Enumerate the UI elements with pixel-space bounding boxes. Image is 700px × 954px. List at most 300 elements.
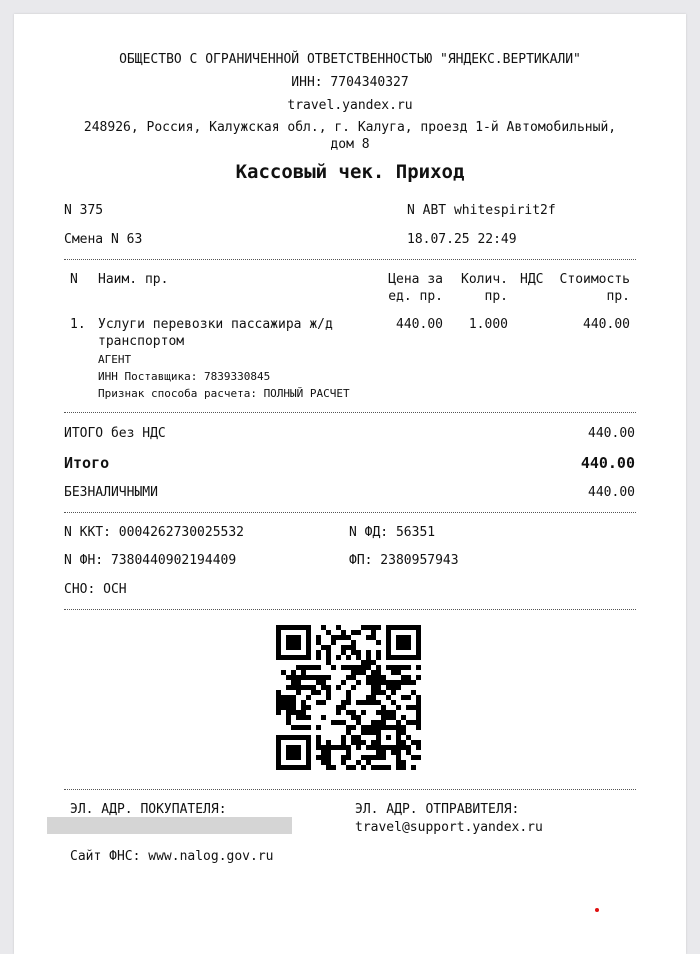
qr-module (406, 640, 411, 645)
qr-module (351, 765, 356, 770)
qr-module (366, 675, 371, 680)
qr-module (406, 645, 411, 650)
qr-module (416, 740, 421, 745)
col-price-header-l1: Цена за (388, 272, 443, 287)
qr-module (411, 720, 416, 725)
item-price: 440.00 (396, 317, 443, 332)
qr-module (396, 655, 401, 660)
qr-module (356, 735, 361, 740)
qr-module (411, 625, 416, 630)
qr-module (296, 680, 301, 685)
qr-module (386, 680, 391, 685)
qr-module (326, 695, 331, 700)
qr-module (326, 660, 331, 665)
qr-module (306, 740, 311, 745)
qr-module (276, 635, 281, 640)
qr-module (276, 705, 281, 710)
qr-module (386, 765, 391, 770)
qr-module (336, 625, 341, 630)
qr-module (341, 645, 346, 650)
qr-module (301, 715, 306, 720)
qr-module (281, 735, 286, 740)
qr-module (301, 655, 306, 660)
qr-module (391, 655, 396, 660)
qr-module (286, 735, 291, 740)
qr-module (371, 700, 376, 705)
qr-module (401, 695, 406, 700)
qr-module (396, 640, 401, 645)
qr-module (346, 635, 351, 640)
qr-module (386, 685, 391, 690)
qr-module (366, 650, 371, 655)
qr-module (361, 730, 366, 735)
qr-module (361, 660, 366, 665)
qr-module (291, 710, 296, 715)
qr-module (376, 720, 381, 725)
qr-module (356, 715, 361, 720)
qr-module (316, 745, 321, 750)
qr-module (371, 675, 376, 680)
qr-module (401, 715, 406, 720)
qr-module (321, 700, 326, 705)
avt-number: N АВТ whitespirit2f (407, 203, 556, 218)
qr-module (286, 675, 291, 680)
qr-module (351, 630, 356, 635)
cashless-value: 440.00 (588, 485, 635, 500)
qr-module (326, 765, 331, 770)
qr-module (281, 695, 286, 700)
qr-module (406, 750, 411, 755)
qr-module (386, 715, 391, 720)
qr-module (306, 705, 311, 710)
qr-module (401, 765, 406, 770)
qr-module (366, 730, 371, 735)
qr-module (331, 640, 336, 645)
qr-module (401, 645, 406, 650)
qr-module (276, 760, 281, 765)
qr-module (296, 735, 301, 740)
qr-module (386, 695, 391, 700)
qr-module (381, 705, 386, 710)
qr-module (381, 745, 386, 750)
qr-module (306, 650, 311, 655)
qr-module (301, 625, 306, 630)
qr-module (281, 655, 286, 660)
qr-module (406, 735, 411, 740)
qr-module (336, 655, 341, 660)
qr-module (291, 700, 296, 705)
qr-module (351, 685, 356, 690)
kkt-number: N ККТ: 0004262730025532 (64, 525, 245, 540)
col-qty-header-l2: пр. (484, 289, 508, 304)
qr-module (361, 710, 366, 715)
qr-module (396, 625, 401, 630)
qr-module (291, 685, 296, 690)
qr-module (401, 655, 406, 660)
qr-module (346, 645, 351, 650)
item-supplier-inn: ИНН Поставщика: 7839330845 (98, 370, 271, 383)
qr-module (406, 625, 411, 630)
qr-module (376, 685, 381, 690)
qr-module (406, 655, 411, 660)
item-name-line1: Услуги перевозки пассажира ж/д (98, 317, 333, 332)
qr-module (361, 755, 366, 760)
separator (64, 259, 636, 260)
qr-module (416, 725, 421, 730)
qr-module (366, 660, 371, 665)
qr-module (316, 680, 321, 685)
qr-module (366, 635, 371, 640)
qr-module (416, 640, 421, 645)
qr-module (396, 720, 401, 725)
buyer-email-label: ЭЛ. АДР. ПОКУПАТЕЛЯ: (70, 802, 227, 817)
col-cost-header-l1: Стоимость (559, 272, 630, 287)
qr-module (306, 765, 311, 770)
qr-module (276, 750, 281, 755)
qr-module (321, 715, 326, 720)
qr-module (301, 670, 306, 675)
qr-module (371, 765, 376, 770)
qr-module (341, 735, 346, 740)
qr-module (341, 650, 346, 655)
qr-module (386, 650, 391, 655)
total-label: Итого (64, 454, 110, 472)
qr-module (301, 675, 306, 680)
red-dot-mark (595, 908, 599, 912)
qr-module (326, 650, 331, 655)
qr-module (371, 745, 376, 750)
qr-module (366, 725, 371, 730)
qr-module (291, 745, 296, 750)
qr-module (386, 745, 391, 750)
item-number: 1. (70, 317, 86, 332)
qr-module (336, 685, 341, 690)
fn-number: N ФН: 7380440902194409 (64, 553, 237, 568)
qr-module (286, 720, 291, 725)
separator (64, 512, 636, 513)
qr-module (386, 735, 391, 740)
qr-module (341, 740, 346, 745)
qr-module (341, 680, 346, 685)
qr-module (336, 710, 341, 715)
qr-module (321, 625, 326, 630)
qr-module (386, 655, 391, 660)
qr-module (396, 635, 401, 640)
qr-module (371, 660, 376, 665)
qr-module (296, 645, 301, 650)
qr-module (311, 675, 316, 680)
qr-module (401, 760, 406, 765)
qr-module (321, 760, 326, 765)
company-name: ОБЩЕСТВО С ОГРАНИЧЕННОЙ ОТВЕТСТВЕННОСТЬЮ "ЯНДЕКС.ВЕРТИКАЛИ" (119, 52, 581, 67)
qr-module (376, 725, 381, 730)
fns-site: Сайт ФНС: www.nalog.gov.ru (70, 849, 274, 864)
qr-module (346, 725, 351, 730)
qr-module (406, 720, 411, 725)
qr-module (316, 675, 321, 680)
qr-module (331, 635, 336, 640)
qr-module (366, 745, 371, 750)
qr-module (366, 695, 371, 700)
qr-module (276, 625, 281, 630)
qr-module (301, 710, 306, 715)
qr-module (411, 680, 416, 685)
qr-code (276, 625, 421, 770)
qr-module (316, 665, 321, 670)
qr-module (396, 730, 401, 735)
qr-module (371, 720, 376, 725)
total-no-vat-value: 440.00 (588, 426, 635, 441)
qr-module (336, 745, 341, 750)
qr-module (401, 625, 406, 630)
qr-module (321, 750, 326, 755)
qr-module (356, 760, 361, 765)
qr-module (416, 635, 421, 640)
qr-module (416, 755, 421, 760)
qr-module (386, 645, 391, 650)
qr-module (396, 670, 401, 675)
qr-module (306, 725, 311, 730)
qr-module (296, 745, 301, 750)
qr-module (371, 630, 376, 635)
qr-module (316, 735, 321, 740)
qr-module (306, 630, 311, 635)
qr-module (386, 710, 391, 715)
qr-module (306, 695, 311, 700)
qr-module (386, 725, 391, 730)
qr-module (361, 665, 366, 670)
qr-module (341, 755, 346, 760)
receipt-paper (14, 14, 686, 954)
qr-module (406, 635, 411, 640)
qr-module (306, 675, 311, 680)
cashless-label: БЕЗНАЛИЧНЫМИ (64, 485, 158, 500)
qr-module (341, 665, 346, 670)
shift-number: Смена N 63 (64, 232, 143, 247)
qr-module (391, 700, 396, 705)
qr-module (356, 655, 361, 660)
qr-module (341, 720, 346, 725)
qr-module (346, 690, 351, 695)
qr-module (296, 750, 301, 755)
item-agent: АГЕНТ (98, 353, 132, 366)
qr-module (291, 645, 296, 650)
qr-module (291, 675, 296, 680)
qr-module (301, 705, 306, 710)
qr-module (401, 640, 406, 645)
qr-module (376, 740, 381, 745)
qr-module (371, 625, 376, 630)
qr-module (396, 750, 401, 755)
qr-module (371, 740, 376, 745)
qr-module (281, 625, 286, 630)
qr-module (356, 670, 361, 675)
qr-module (346, 710, 351, 715)
qr-module (306, 625, 311, 630)
qr-module (306, 715, 311, 720)
qr-module (281, 700, 286, 705)
qr-module (396, 740, 401, 745)
qr-module (296, 625, 301, 630)
qr-module (321, 680, 326, 685)
qr-module (306, 735, 311, 740)
qr-module (306, 760, 311, 765)
qr-module (326, 750, 331, 755)
qr-module (331, 720, 336, 725)
qr-module (276, 690, 281, 695)
qr-module (286, 655, 291, 660)
qr-module (401, 675, 406, 680)
qr-module (276, 740, 281, 745)
qr-module (326, 655, 331, 660)
sno: СНО: ОСН (64, 582, 127, 597)
qr-module (291, 755, 296, 760)
qr-module (391, 715, 396, 720)
buyer-email-redacted (47, 817, 292, 834)
qr-module (326, 755, 331, 760)
qr-module (401, 745, 406, 750)
qr-module (416, 650, 421, 655)
qr-module (341, 700, 346, 705)
qr-module (356, 720, 361, 725)
qr-module (416, 645, 421, 650)
qr-module (391, 690, 396, 695)
qr-module (411, 740, 416, 745)
qr-module (301, 685, 306, 690)
qr-module (381, 715, 386, 720)
col-price-header-l2: ед. пр. (388, 289, 443, 304)
qr-module (391, 725, 396, 730)
fd-number: N ФД: 56351 (349, 525, 436, 540)
item-name-line2: транспортом (98, 334, 185, 349)
qr-module (356, 745, 361, 750)
qr-module (356, 700, 361, 705)
qr-module (351, 715, 356, 720)
qr-module (286, 700, 291, 705)
qr-module (306, 640, 311, 645)
receipt-number: N 375 (64, 203, 104, 218)
qr-module (321, 685, 326, 690)
qr-module (381, 690, 386, 695)
qr-module (311, 690, 316, 695)
qr-module (386, 625, 391, 630)
col-cost-header-l2: пр. (606, 289, 630, 304)
qr-module (361, 625, 366, 630)
qr-module (291, 695, 296, 700)
qr-module (396, 685, 401, 690)
qr-module (371, 685, 376, 690)
qr-module (371, 670, 376, 675)
qr-module (396, 665, 401, 670)
qr-module (291, 725, 296, 730)
qr-module (316, 755, 321, 760)
qr-module (391, 745, 396, 750)
qr-module (321, 745, 326, 750)
qr-module (296, 640, 301, 645)
item-qty: 1.000 (468, 317, 508, 332)
qr-module (366, 665, 371, 670)
separator (64, 789, 636, 790)
qr-module (396, 745, 401, 750)
qr-module (341, 630, 346, 635)
qr-module (286, 715, 291, 720)
qr-module (356, 665, 361, 670)
qr-module (416, 655, 421, 660)
qr-module (406, 705, 411, 710)
qr-module (346, 700, 351, 705)
qr-module (301, 735, 306, 740)
qr-module (396, 705, 401, 710)
qr-module (391, 625, 396, 630)
qr-module (351, 725, 356, 730)
qr-module (376, 700, 381, 705)
qr-module (361, 725, 366, 730)
qr-module (361, 740, 366, 745)
fp-number: ФП: 2380957943 (349, 553, 459, 568)
qr-module (296, 715, 301, 720)
qr-module (406, 665, 411, 670)
qr-module (316, 700, 321, 705)
company-address-line2: дом 8 (330, 137, 370, 152)
qr-module (376, 735, 381, 740)
qr-module (416, 715, 421, 720)
qr-module (391, 665, 396, 670)
qr-module (341, 760, 346, 765)
qr-module (356, 650, 361, 655)
qr-module (391, 680, 396, 685)
qr-module (356, 630, 361, 635)
qr-module (371, 755, 376, 760)
company-address-line1: 248926, Россия, Калужская обл., г. Калуга, проезд 1-й Автомобильный, (83, 120, 617, 135)
qr-module (296, 675, 301, 680)
col-vat-header: НДС (520, 272, 544, 287)
qr-module (286, 710, 291, 715)
qr-module (376, 765, 381, 770)
qr-module (311, 685, 316, 690)
qr-module (341, 705, 346, 710)
qr-module (346, 765, 351, 770)
qr-module (326, 645, 331, 650)
qr-module (411, 655, 416, 660)
qr-module (401, 730, 406, 735)
qr-module (386, 635, 391, 640)
sender-email: travel@support.yandex.ru (355, 820, 543, 835)
qr-module (316, 655, 321, 660)
qr-module (381, 675, 386, 680)
qr-module (286, 685, 291, 690)
qr-module (411, 765, 416, 770)
qr-module (291, 635, 296, 640)
qr-module (401, 665, 406, 670)
qr-module (291, 655, 296, 660)
qr-module (396, 735, 401, 740)
qr-module (306, 685, 311, 690)
qr-module (351, 710, 356, 715)
qr-module (301, 765, 306, 770)
qr-module (411, 705, 416, 710)
qr-module (356, 680, 361, 685)
qr-module (296, 690, 301, 695)
col-qty-header-l1: Колич. (461, 272, 508, 287)
qr-module (376, 750, 381, 755)
qr-module (326, 630, 331, 635)
qr-module (301, 700, 306, 705)
qr-module (416, 625, 421, 630)
qr-module (346, 675, 351, 680)
qr-module (326, 690, 331, 695)
qr-module (361, 765, 366, 770)
qr-module (341, 745, 346, 750)
